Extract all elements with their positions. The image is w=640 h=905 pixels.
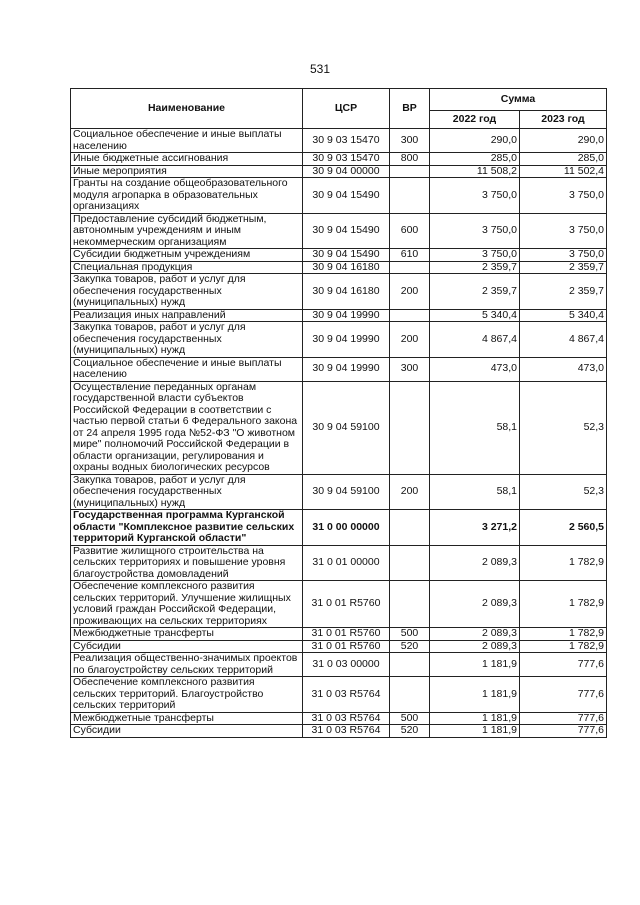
- row-csr: 30 9 04 16180: [303, 274, 390, 310]
- row-sum-2023: 52,3: [520, 474, 607, 510]
- page-number: 531: [309, 62, 331, 76]
- row-sum-2023: 3 750,0: [520, 249, 607, 262]
- table-row: [71, 129, 607, 153]
- table-row: [71, 165, 607, 178]
- row-vr: 520: [390, 725, 430, 738]
- row-vr: 200: [390, 274, 430, 310]
- row-vr: 610: [390, 249, 430, 262]
- row-sum-2022: 2 089,3: [430, 581, 520, 628]
- row-name: Обеспечение комплексного развития сельских территорий. Улучшение жилищных условий граждан Российской Федерации, проживающих на сельских территориях: [71, 581, 303, 628]
- row-sum-2022: 3 750,0: [430, 249, 520, 262]
- row-name: Закупка товаров, работ и услуг для обеспечения государственных (муниципальных) нужд: [71, 322, 303, 358]
- row-name: Государственная программа Курганской области "Комплексное развитие сельских территорий Курганской области": [71, 510, 303, 546]
- row-sum-2023: 1 782,9: [520, 545, 607, 581]
- table-row: [71, 545, 607, 581]
- row-csr: 30 9 04 15490: [303, 178, 390, 214]
- row-vr: 520: [390, 640, 430, 653]
- row-sum-2022: 1 181,9: [430, 712, 520, 725]
- row-name: Обеспечение комплексного развития сельских территорий. Благоустройство сельских территорий: [71, 677, 303, 713]
- row-csr: 31 0 01 R5760: [303, 640, 390, 653]
- row-csr: 31 0 00 00000: [303, 510, 390, 546]
- row-csr: 30 9 04 15490: [303, 249, 390, 262]
- table-row: [71, 357, 607, 381]
- row-vr: 600: [390, 213, 430, 249]
- table-row: [71, 653, 607, 677]
- row-sum-2022: 58,1: [430, 474, 520, 510]
- row-name: Предоставление субсидий бюджетным, автономным учреждениям и иным некоммерческим организациям: [71, 213, 303, 249]
- table-row: [71, 213, 607, 249]
- row-name: Социальное обеспечение и иные выплаты населению: [71, 129, 303, 153]
- table-row: [71, 712, 607, 725]
- row-vr: [390, 653, 430, 677]
- row-sum-2023: 52,3: [520, 381, 607, 474]
- row-sum-2023: 1 782,9: [520, 640, 607, 653]
- header-year-2023: 2023 год: [520, 111, 607, 129]
- row-vr: 800: [390, 153, 430, 166]
- row-vr: [390, 677, 430, 713]
- header-vr: ВР: [390, 89, 430, 129]
- row-csr: 30 9 04 19990: [303, 309, 390, 322]
- row-sum-2023: 3 750,0: [520, 213, 607, 249]
- row-name: Реализация общественно-значимых проектов по благоустройству сельских территорий: [71, 653, 303, 677]
- row-sum-2023: 2 359,7: [520, 274, 607, 310]
- table-body: [71, 129, 607, 738]
- row-sum-2022: 473,0: [430, 357, 520, 381]
- row-vr: [390, 510, 430, 546]
- row-csr: 30 9 03 15470: [303, 153, 390, 166]
- row-vr: [390, 581, 430, 628]
- table-row: [71, 249, 607, 262]
- row-vr: 300: [390, 129, 430, 153]
- row-sum-2023: 777,6: [520, 677, 607, 713]
- row-sum-2023: 11 502,4: [520, 165, 607, 178]
- row-vr: 200: [390, 474, 430, 510]
- table-row: [71, 510, 607, 546]
- row-vr: [390, 178, 430, 214]
- row-name: Субсидии бюджетным учреждениям: [71, 249, 303, 262]
- row-name: Гранты на создание общеобразовательного модуля агропарка в образовательных организациях: [71, 178, 303, 214]
- row-sum-2023: 777,6: [520, 653, 607, 677]
- header-sum: Сумма: [430, 89, 607, 111]
- row-vr: [390, 381, 430, 474]
- row-sum-2023: 3 750,0: [520, 178, 607, 214]
- row-sum-2022: 2 089,3: [430, 545, 520, 581]
- row-sum-2022: 11 508,2: [430, 165, 520, 178]
- table-row: [71, 322, 607, 358]
- row-sum-2023: 1 782,9: [520, 628, 607, 641]
- row-csr: 31 0 03 R5764: [303, 725, 390, 738]
- row-csr: 31 0 03 00000: [303, 653, 390, 677]
- table-row: [71, 274, 607, 310]
- row-vr: 200: [390, 322, 430, 358]
- row-name: Специальная продукция: [71, 261, 303, 274]
- row-name: Иные бюджетные ассигнования: [71, 153, 303, 166]
- row-vr: [390, 309, 430, 322]
- row-vr: 300: [390, 357, 430, 381]
- row-sum-2023: 777,6: [520, 712, 607, 725]
- row-sum-2023: 285,0: [520, 153, 607, 166]
- row-sum-2022: 4 867,4: [430, 322, 520, 358]
- table-row: [71, 153, 607, 166]
- row-name: Субсидии: [71, 640, 303, 653]
- table-row: [71, 640, 607, 653]
- row-csr: 31 0 03 R5764: [303, 677, 390, 713]
- row-csr: 30 9 04 59100: [303, 474, 390, 510]
- row-csr: 30 9 04 15490: [303, 213, 390, 249]
- header-year-2022: 2022 год: [430, 111, 520, 129]
- row-sum-2022: 2 359,7: [430, 261, 520, 274]
- row-name: Межбюджетные трансферты: [71, 628, 303, 641]
- row-sum-2022: 1 181,9: [430, 725, 520, 738]
- row-csr: 31 0 03 R5764: [303, 712, 390, 725]
- row-sum-2022: 3 750,0: [430, 213, 520, 249]
- row-sum-2022: 2 089,3: [430, 640, 520, 653]
- table-row: [71, 309, 607, 322]
- row-sum-2022: 285,0: [430, 153, 520, 166]
- row-name: Закупка товаров, работ и услуг для обеспечения государственных (муниципальных) нужд: [71, 274, 303, 310]
- row-sum-2022: 1 181,9: [430, 677, 520, 713]
- row-vr: 500: [390, 712, 430, 725]
- row-sum-2022: 2 359,7: [430, 274, 520, 310]
- table-row: [71, 677, 607, 713]
- row-vr: [390, 165, 430, 178]
- budget-table: [70, 88, 607, 738]
- table-row: [71, 725, 607, 738]
- row-sum-2023: 4 867,4: [520, 322, 607, 358]
- row-csr: 30 9 04 16180: [303, 261, 390, 274]
- row-name: Реализация иных направлений: [71, 309, 303, 322]
- row-sum-2022: 2 089,3: [430, 628, 520, 641]
- row-name: Социальное обеспечение и иные выплаты населению: [71, 357, 303, 381]
- row-name: Субсидии: [71, 725, 303, 738]
- table-row: [71, 474, 607, 510]
- table-row: [71, 628, 607, 641]
- row-vr: 500: [390, 628, 430, 641]
- row-csr: 30 9 04 19990: [303, 357, 390, 381]
- row-sum-2023: 2 359,7: [520, 261, 607, 274]
- row-name: Осуществление переданных органам государственной власти субъектов Российской Федерации в соответствии с частью первой статьи 6 Федерального закона от 24 апреля 1995 года №52-ФЗ "О животном мире" полномочий Российской Федерации в области организации, регулирования и охраны водных биологических ресурсов: [71, 381, 303, 474]
- row-sum-2022: 3 750,0: [430, 178, 520, 214]
- row-sum-2023: 290,0: [520, 129, 607, 153]
- row-csr: 30 9 03 15470: [303, 129, 390, 153]
- row-sum-2023: 2 560,5: [520, 510, 607, 546]
- row-sum-2022: 58,1: [430, 381, 520, 474]
- row-name: Иные мероприятия: [71, 165, 303, 178]
- row-sum-2023: 473,0: [520, 357, 607, 381]
- row-name: Развитие жилищного строительства на сельских территориях и повышение уровня благоустройства домовладений: [71, 545, 303, 581]
- table-row: [71, 381, 607, 474]
- row-csr: 30 9 04 59100: [303, 381, 390, 474]
- row-sum-2023: 1 782,9: [520, 581, 607, 628]
- row-csr: 30 9 04 00000: [303, 165, 390, 178]
- row-sum-2023: 777,6: [520, 725, 607, 738]
- row-csr: 30 9 04 19990: [303, 322, 390, 358]
- row-sum-2022: 290,0: [430, 129, 520, 153]
- header-csr: ЦСР: [303, 89, 390, 129]
- row-sum-2023: 5 340,4: [520, 309, 607, 322]
- table-row: [71, 581, 607, 628]
- row-vr: [390, 261, 430, 274]
- row-csr: 31 0 01 R5760: [303, 581, 390, 628]
- table-row: [71, 178, 607, 214]
- row-name: Межбюджетные трансферты: [71, 712, 303, 725]
- row-csr: 31 0 01 00000: [303, 545, 390, 581]
- row-vr: [390, 545, 430, 581]
- header-name: Наименование: [71, 89, 303, 129]
- row-sum-2022: 1 181,9: [430, 653, 520, 677]
- row-sum-2022: 3 271,2: [430, 510, 520, 546]
- row-name: Закупка товаров, работ и услуг для обеспечения государственных (муниципальных) нужд: [71, 474, 303, 510]
- row-csr: 31 0 01 R5760: [303, 628, 390, 641]
- table-row: [71, 261, 607, 274]
- row-sum-2022: 5 340,4: [430, 309, 520, 322]
- table-header: [71, 89, 607, 129]
